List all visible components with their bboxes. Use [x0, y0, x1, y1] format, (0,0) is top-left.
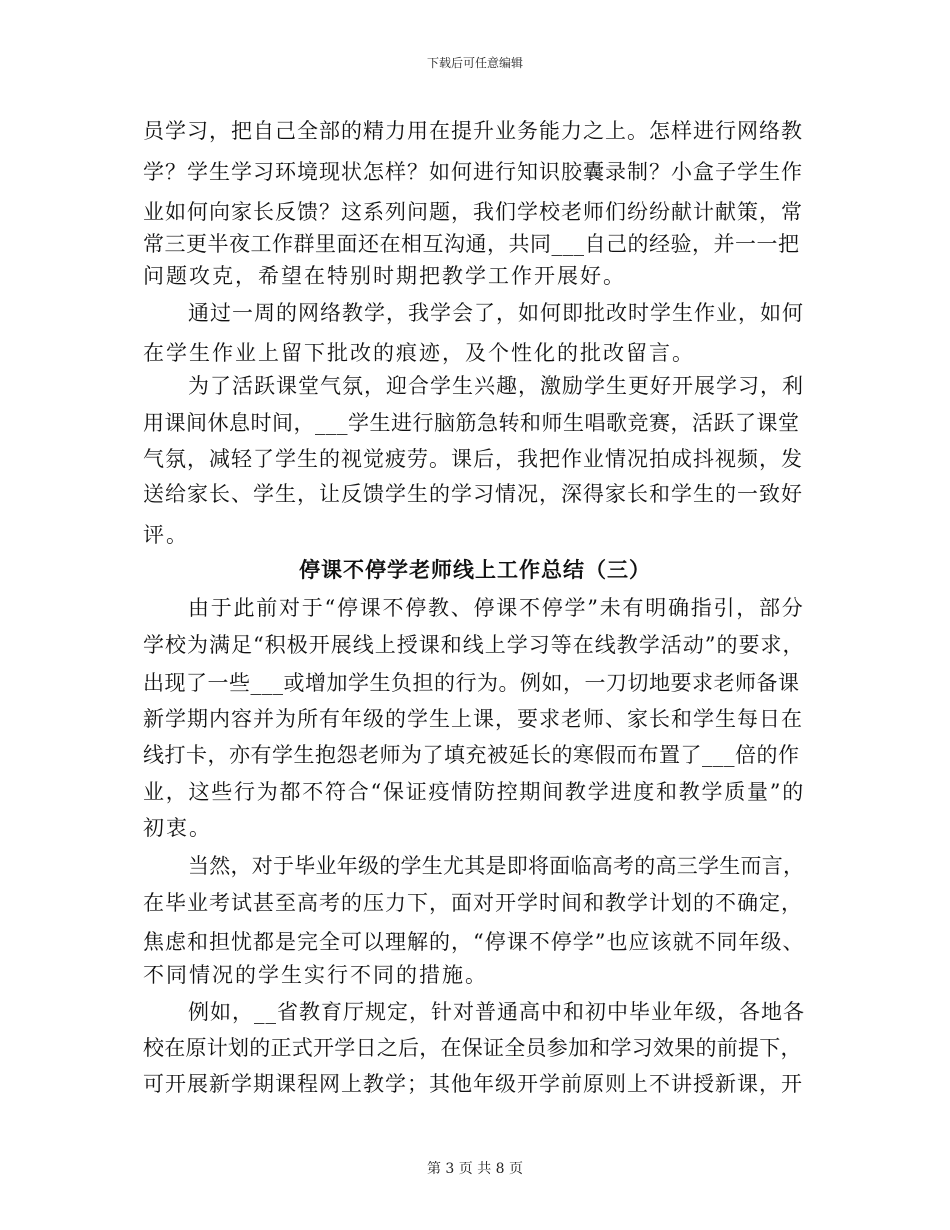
- text-line: 初衷。: [143, 816, 212, 840]
- paragraph-first-line: 当然，对于毕业年级的学生尤其是即将面临高考的高三学生而言，: [188, 854, 805, 878]
- text-line: 在毕业考试甚至高考的压力下，面对开学时间和教学计划的不确定，: [143, 891, 803, 915]
- text-line: 不同情况的学生实行不同的措施。: [143, 963, 488, 987]
- text-line: 常三更半夜工作群里面还在相互沟通，共同___自己的经验，并一一把: [143, 232, 800, 256]
- text-line: 用课间休息时间，___学生进行脑筋急转和师生唱歌竞赛，活跃了课堂: [143, 411, 800, 435]
- text-line: 员学习，把自己全部的精力用在提升业务能力之上。怎样进行网络教: [143, 119, 803, 143]
- text-line: 学？学生学习环境现状怎样？如何进行知识胶囊录制？小盒子学生作: [143, 160, 803, 184]
- paragraph-first-line: 例如，__省教育厅规定，针对普通高中和初中毕业年级，各地各: [188, 1000, 805, 1024]
- paragraph-first-line: 通过一周的网络教学，我学会了，如何即批改时学生作业，如何: [188, 301, 804, 325]
- page-header-note: 下载后可任意编辑: [426, 56, 523, 70]
- text-line: 气氛，减轻了学生的视觉疲劳。课后，我把作业情况拍成抖视频，发: [143, 447, 803, 471]
- paragraph-first-line: 由于此前对于“停课不停教、停课不停学”未有明确指引，部分: [188, 596, 805, 620]
- text-line: 在学生作业上留下批改的痕迹，及个性化的批改留言。: [143, 341, 695, 365]
- page-number: 第 3 页 共 8 页: [426, 1161, 524, 1177]
- paragraph-first-line: 为了活跃课堂气氛，迎合学生兴趣，激励学生更好开展学习，利: [188, 374, 804, 398]
- text-line: 出现了一些___或增加学生负担的行为。例如，一刀切地要求老师备课: [143, 671, 800, 695]
- text-line: 业如何向家长反馈？这系列问题，我们学校老师们纷纷献计献策，常: [143, 200, 803, 224]
- text-line: 线打卡，亦有学生抱怨老师为了填充被延长的寒假而布置了___倍的作: [143, 743, 800, 767]
- text-line: 可开展新学期课程网上教学；其他年级开学前原则上不讲授新课，开: [143, 1072, 803, 1096]
- text-line: 新学期内容并为所有年级的学生上课，要求老师、家长和学生每日在: [143, 707, 803, 731]
- text-line: 送给家长、学生，让反馈学生的学习情况，深得家长和学生的一致好: [143, 482, 803, 506]
- text-line: 业，这些行为都不符合“保证疫情防控期间教学进度和教学质量”的: [143, 780, 805, 804]
- text-line: 校在原计划的正式开学日之后，在保证全员参加和学习效果的前提下，: [143, 1036, 802, 1060]
- text-line: 学校为满足“积极开展线上授课和线上学习等在线教学活动”的要求，: [143, 633, 805, 657]
- section-title: 停课不停学老师线上工作总结（三）: [299, 557, 651, 582]
- text-line: 问题攻克，希望在特别时期把教学工作开展好。: [143, 264, 626, 288]
- text-line: 焦虑和担忧都是完全可以理解的，“停课不停学”也应该就不同年级、: [143, 930, 805, 954]
- text-line: 评。: [143, 523, 189, 547]
